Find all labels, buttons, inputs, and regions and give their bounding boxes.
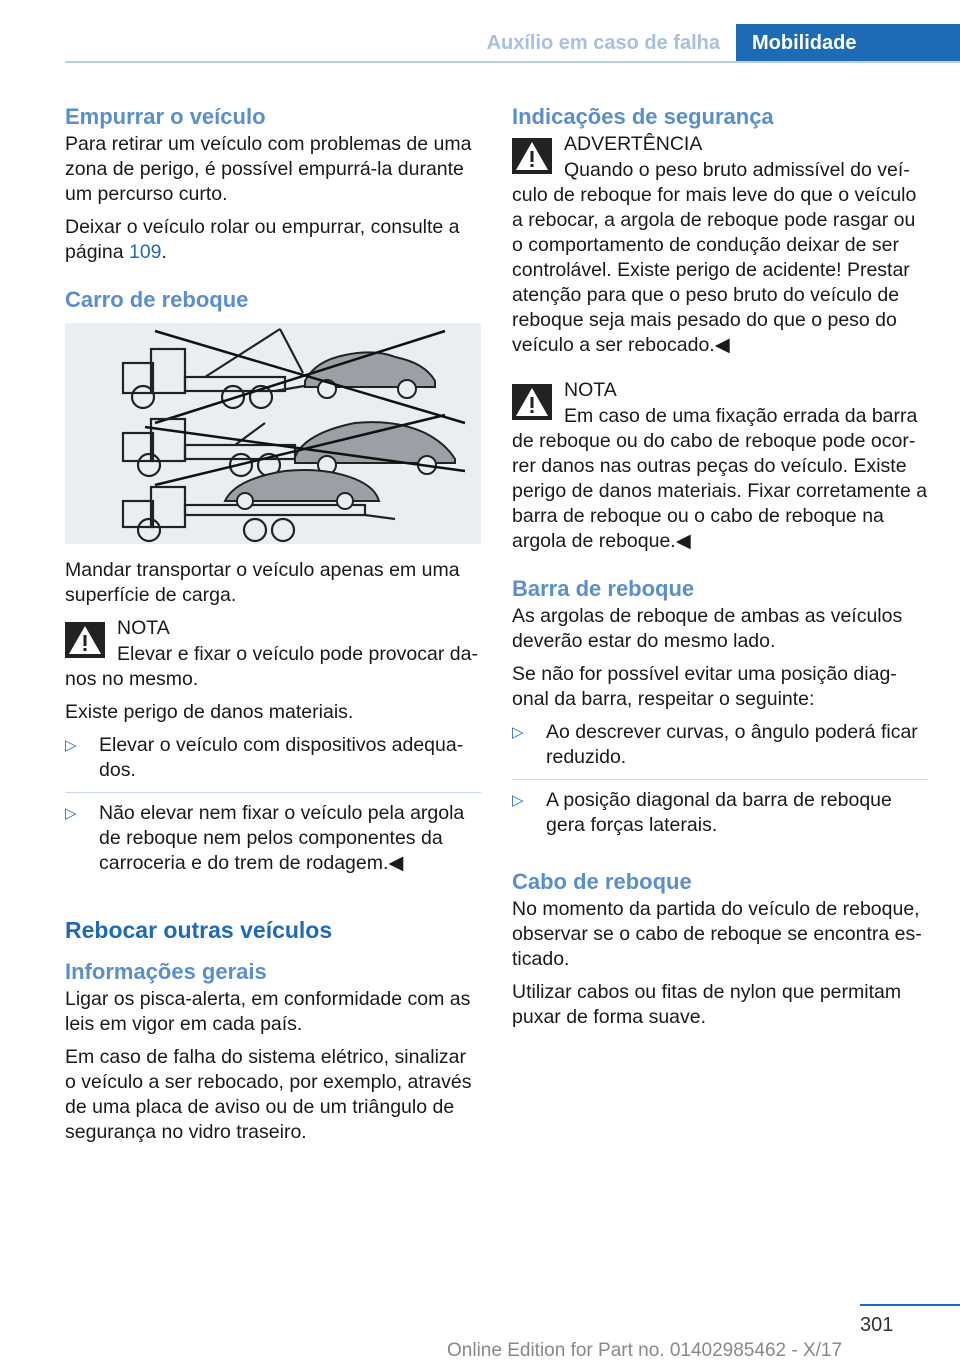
note-1-keyword: NOTA: [117, 617, 170, 639]
warning-first-line: Quando o peso bruto admissível do veí-: [564, 159, 910, 181]
push-title: Empurrar o veículo: [65, 104, 266, 129]
push-paragraph-1: Para retirar um veículo com problemas de uma zona de perigo, é possível empurrá-la durante um percurso curto.: [65, 133, 472, 205]
note-2-first-line: Em caso de uma fixação errada da barra: [564, 405, 918, 427]
figure-caption: Mandar transportar o veículo apenas em uma superfície de carga.: [65, 559, 460, 606]
truck-title: Carro de reboque: [65, 287, 249, 312]
push-paragraph-2: Deixar o veículo rolar ou empurrar, consulte a página 109.: [65, 216, 460, 263]
triangle-bullet-icon: ▷: [65, 737, 77, 754]
tow-truck-illustration: [65, 323, 481, 544]
tow-title: Rebocar outras veículos: [65, 917, 333, 943]
note-block-2: [512, 378, 928, 554]
triangle-bullet-icon: ▷: [512, 792, 524, 809]
left-column: [65, 102, 481, 1153]
bar-paragraph-2: Se não for possível evitar uma posição diag-onal da barra, respeitar o seguinte:: [512, 663, 897, 710]
edition-note: Online Edition for Part no. 01402985462 - X/17: [447, 1340, 843, 1361]
note-2-keyword: NOTA: [564, 379, 617, 401]
warning-keyword: ADVERTÊNCIA: [564, 133, 703, 155]
footer-divider: [860, 1304, 960, 1306]
bar-title: Barra de reboque: [512, 576, 695, 601]
triangle-bullet-icon: ▷: [65, 805, 77, 822]
info-paragraph-1: Ligar os pisca-alerta, em conformidade com as leis em vigor em cada país.: [65, 988, 471, 1035]
list-item: ▷ A posição diagonal da barra de reboque gera forças laterais.: [512, 789, 892, 836]
bar-paragraph-1: As argolas de reboque de ambas as veículos deverão estar do mesmo lado.: [512, 605, 903, 652]
list-item: ▷ Elevar o veículo com dispositivos adequa-dos.: [65, 733, 481, 793]
page-link-109[interactable]: 109: [128, 241, 162, 263]
right-column: [512, 102, 928, 1038]
page-number: 301: [860, 1314, 894, 1336]
triangle-bullet-icon: ▷: [512, 724, 524, 741]
warning-block: [512, 132, 928, 358]
tow-truck-image: [65, 323, 481, 544]
note-block-1: [65, 616, 481, 692]
warning-rest: culo de reboque for mais leve do que o veículo a rebocar, a argola de reboque pode rasgar ou o comportamento de condução deixar de ser controlável. Existe perigo de acidente! Prestar atenção para que o peso bruto do veículo de reboque seja mais pesado do que o peso do veículo a ser rebocado.◀: [512, 184, 917, 356]
list-item: ▷ Não elevar nem fixar o veículo pela argola de reboque nem pelos componentes da carroceria e do trem de rodagem.◀: [65, 802, 465, 874]
lift-bullet-list: [65, 733, 481, 885]
safety-title: Indicações de segurança: [512, 104, 774, 129]
info-paragraph-2: Em caso de falha do sistema elétrico, sinalizar o veículo a ser rebocado, por exemplo, através de uma placa de aviso ou de um triângulo de segurança no vidro traseiro.: [65, 1046, 472, 1143]
cable-paragraph-2: Utilizar cabos ou fitas de nylon que permitam puxar de forma suave.: [512, 981, 902, 1028]
note-1-first-line: Elevar e fixar o veículo pode provocar da-: [117, 643, 478, 665]
list-item: ▷ Ao descrever curvas, o ângulo poderá ficar reduzido.: [512, 720, 928, 780]
header-divider: [65, 61, 960, 63]
header-section-title: Auxílio em caso de falha: [486, 32, 720, 54]
note-2-rest: de reboque ou do cabo de reboque pode ocor-rer danos nas outras peças do veículo. Existe perigo de danos materiais. Fixar corretamente a barra de reboque ou o cabo de reboque na argola de reboque.◀: [512, 430, 928, 552]
warning-triangle-icon: [512, 138, 552, 174]
header-chapter-tab: Mobilidade: [736, 24, 960, 62]
note-1-rest: nos no mesmo.: [65, 668, 199, 690]
cable-paragraph-1: No momento da partida do veículo de reboque, observar se o cabo de reboque se encontra es-ticado.: [512, 898, 922, 970]
cable-title: Cabo de reboque: [512, 869, 692, 894]
warning-triangle-icon: [65, 622, 105, 658]
note-1-paragraph-2: Existe perigo de danos materiais.: [65, 701, 354, 723]
info-title: Informações gerais: [65, 959, 267, 984]
warning-triangle-icon: [512, 384, 552, 420]
bar-bullet-list: [512, 720, 928, 847]
